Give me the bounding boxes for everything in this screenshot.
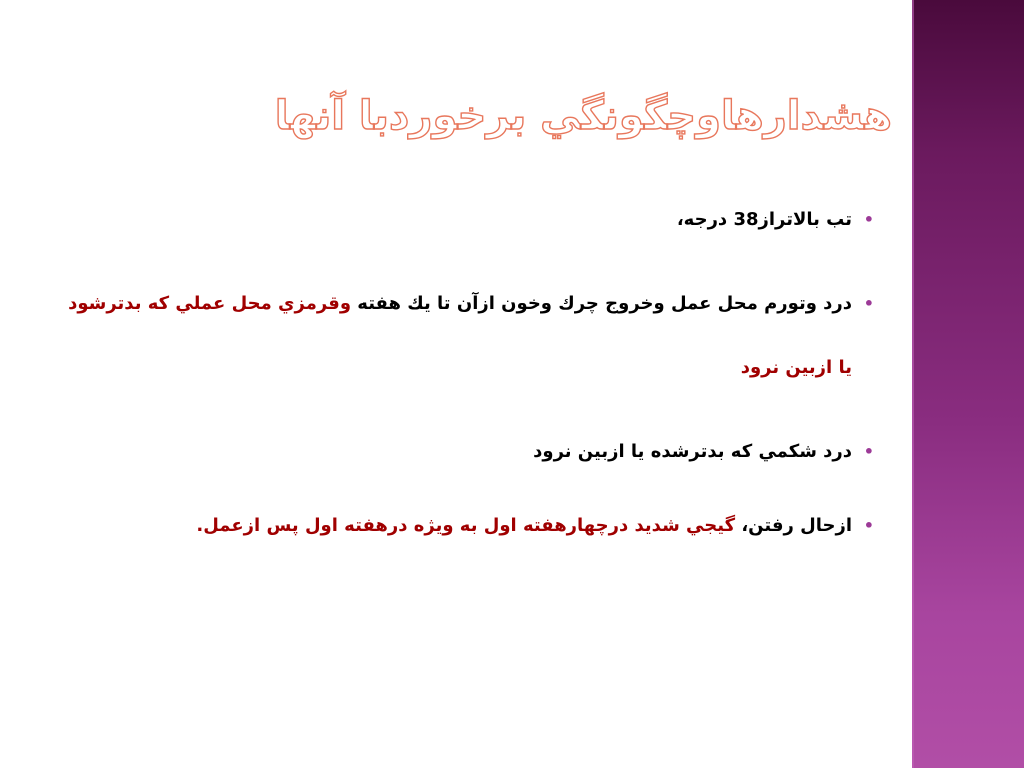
side-panel-edge [912,0,914,768]
bullet-item-fainting [52,504,874,548]
bullet-icon: • [863,294,874,313]
bullet-item-wound [52,272,874,400]
decorative-side-panel [912,0,1024,768]
bullet-text: تب بالاتراز38 درجه، [676,209,852,230]
bullet-icon: • [863,210,874,229]
bullet-text-emphasis: گيجي شديد درچهارهفته اول به ويژه درهفته اول پس ازعمل. [196,515,736,536]
bullet-icon: • [863,442,874,461]
bullet-item-abdominal-pain [52,430,874,474]
bullet-item-fever [52,198,874,242]
bullet-list [52,198,874,578]
bullet-icon: • [863,516,874,535]
slide-title: هشدارهاوچگونگي برخوردبا آنها [274,93,892,139]
bullet-text: درد شكمي كه بدترشده يا ازبين نرود [533,441,852,462]
bullet-text: ازحال رفتن، [735,515,852,536]
bullet-text: درد وتورم محل عمل وخروج چرك وخون ازآن تا يك هفته [351,293,852,314]
bullet-text-emphasis: وقرمزي محل عملي كه بدترشود يا ازبين نرود [68,293,852,378]
